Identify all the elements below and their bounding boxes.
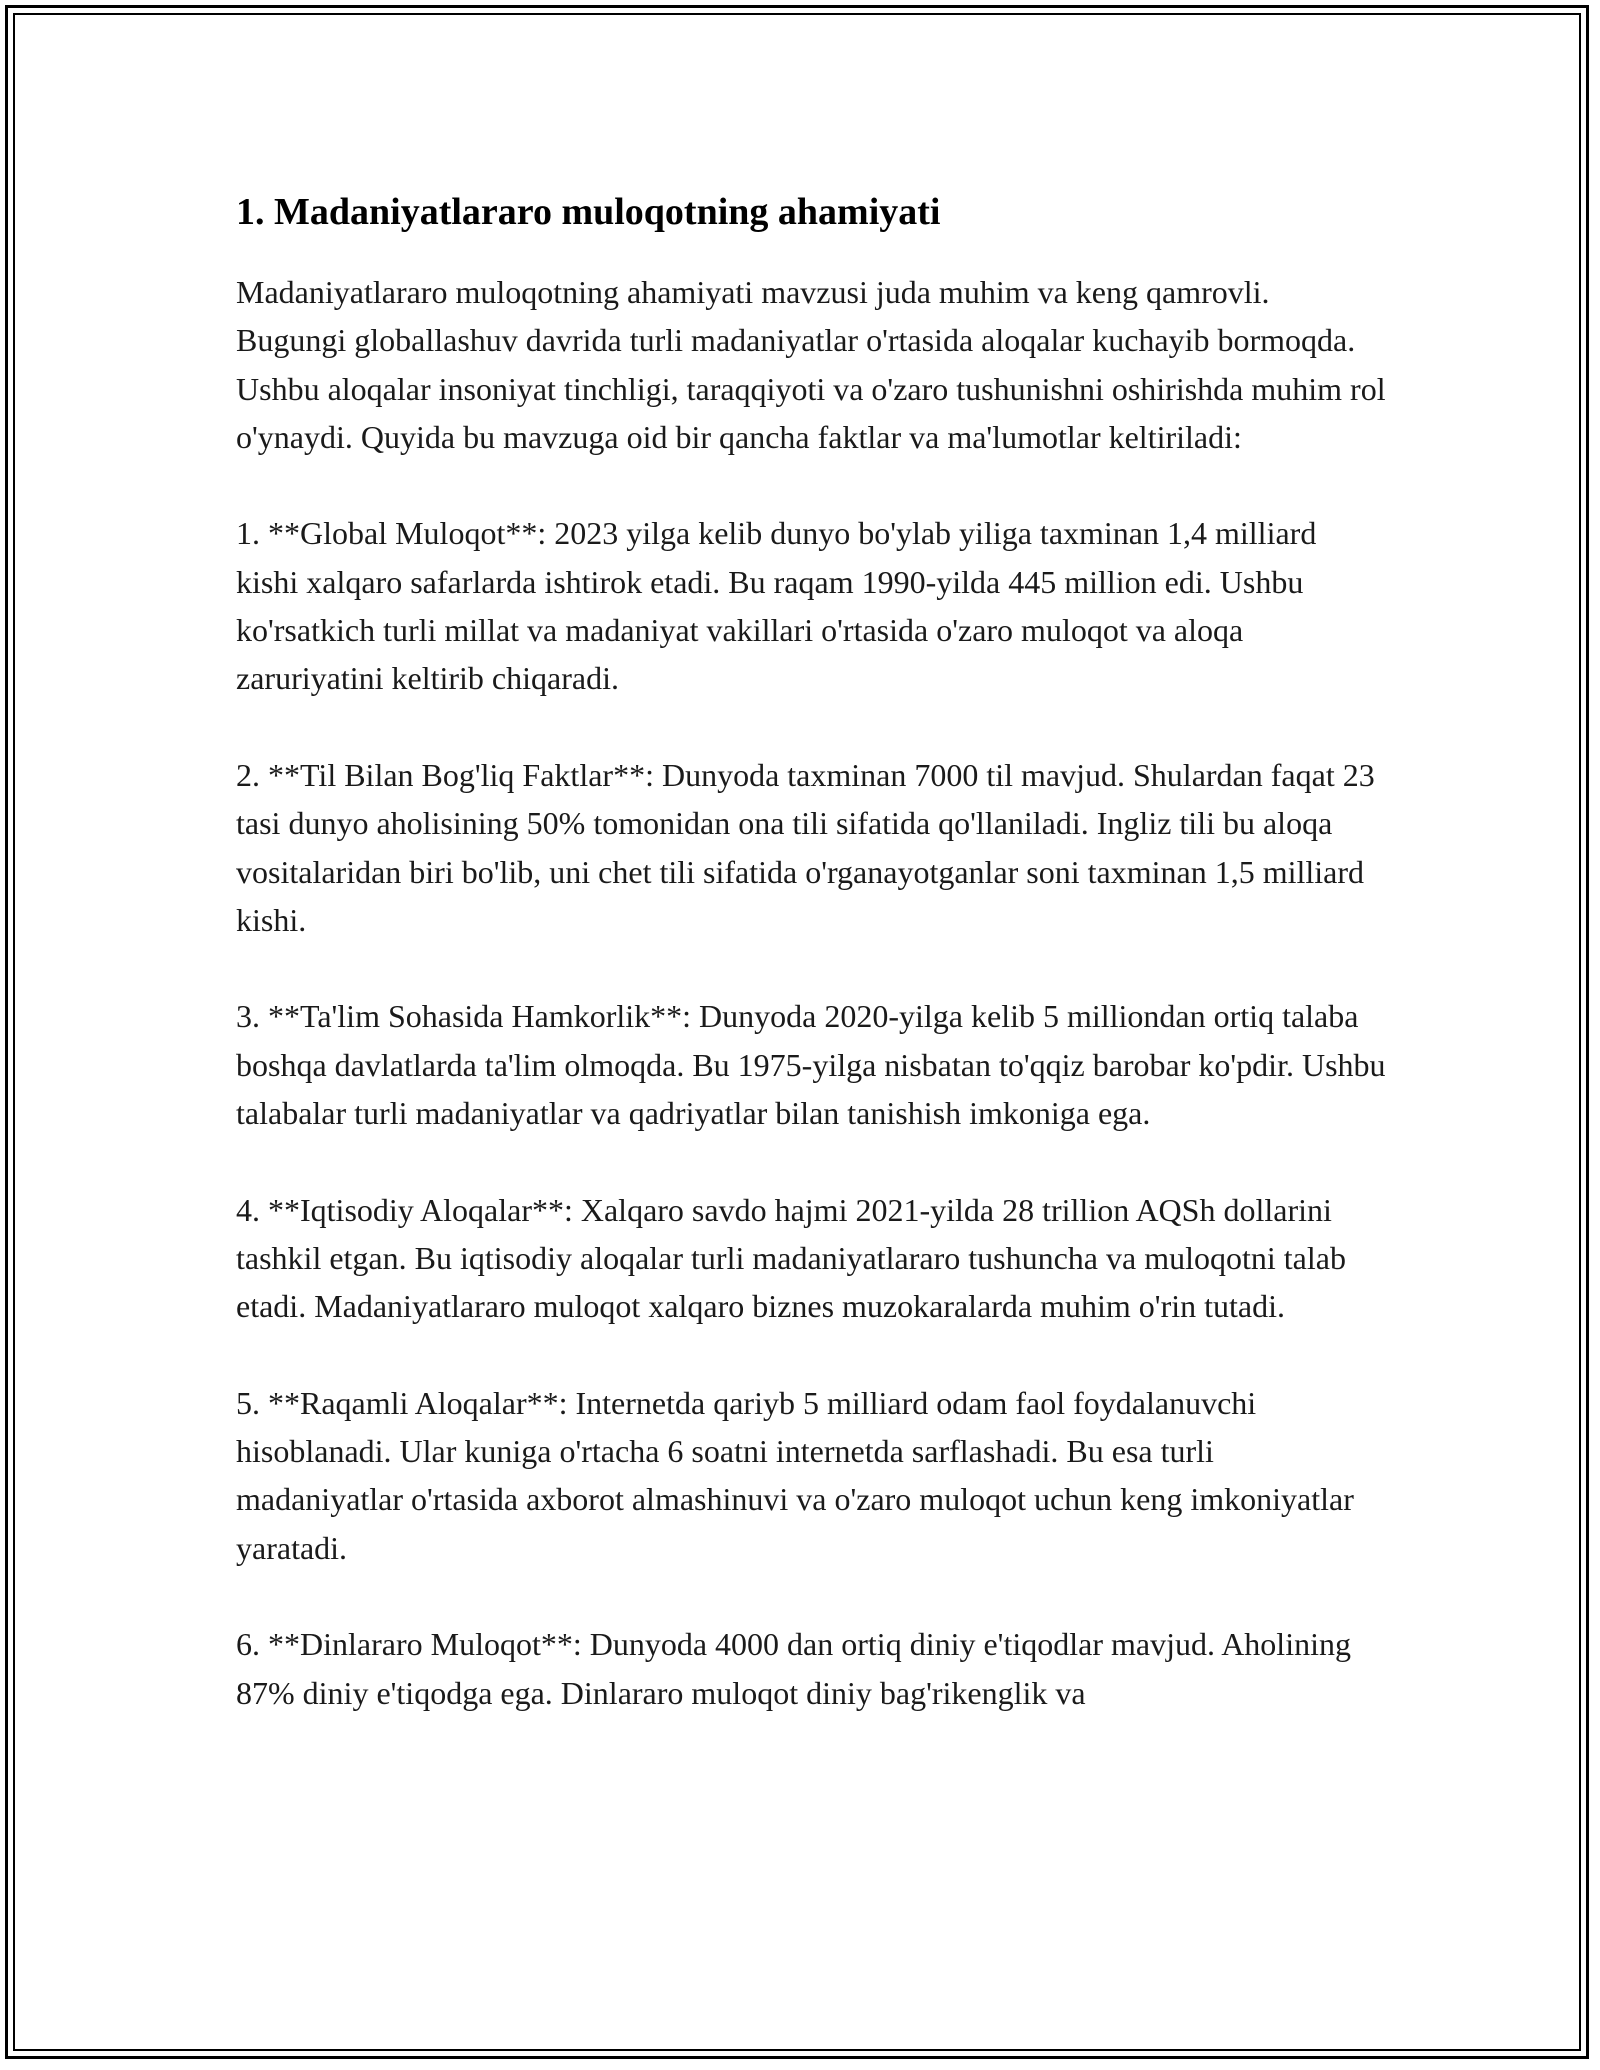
fact-paragraph-talim: 3. **Ta'lim Sohasida Hamkorlik**: Dunyoda 2020-yilga kelib 5 milliondan ortiq talaba boshqa davlatlarda ta'lim olmoqda. Bu 1975-yilga nisbatan to'qqiz barobar ko'pdir. Ushbu talabalar turli madaniyatlar va qadriyatlar bilan tanishish imkoniga ega. — [236, 998, 1386, 1132]
document-title: 1. Madaniyatlararo muloqotning ahamiyati — [236, 191, 941, 233]
intro-paragraph: Madaniyatlararo muloqotning ahamiyati mavzusi juda muhim va keng qamrovli. Bugungi globallashuv davrida turli madaniyatlar o'rtasida aloqalar kuchayib bormoqda. Ushbu aloqalar insoniyat tinchligi, taraqqiyoti va o'zaro tushunishni oshirishda muhim rol o'ynaydi. Quyida bu mavzuga oid bir qancha faktlar va ma'lumotlar keltiriladi: — [236, 274, 1386, 455]
document-body — [236, 186, 1386, 1765]
fact-paragraph-iqtisodiy: 4. **Iqtisodiy Aloqalar**: Xalqaro savdo hajmi 2021-yilda 28 trillion AQSh dollarini tashkil etgan. Bu iqtisodiy aloqalar turli madaniyatlararo tushuncha va muloqotni talab etadi. Madaniyatlararo muloqot xalqaro biznes muzokaralarda muhim o'rin tutadi. — [236, 1191, 1346, 1325]
fact-paragraph-raqamli: 5. **Raqamli Aloqalar**: Internetda qariyb 5 milliard odam faol foydalanuvchi hisoblanadi. Ular kuniga o'rtacha 6 soatni internetda sarflashadi. Bu esa turli madaniyatlar o'rtasida axborot almashinuvi va o'zaro muloqot uchun keng imkoniyatlar yaratadi. — [236, 1384, 1354, 1566]
fact-paragraph-til: 2. **Til Bilan Bog'liq Faktlar**: Dunyoda taxminan 7000 til mavjud. Shulardan faqat 23 tasi dunyo aholisining 50% tomonidan ona tili sifatida qo'llaniladi. Ingliz tili bu aloqa vositalaridan biri bo'lib, uni chet tili sifatida o'rganayotganlar soni taxminan 1,5 milliard kishi. — [236, 756, 1375, 938]
fact-paragraph-dinlararo: 6. **Dinlararo Muloqot**: Dunyoda 4000 dan ortiq diniy e'tiqodlar mavjud. Aholining 87% diniy e'tiqodga ega. Dinlararo muloqot diniy bag'rikenglik va — [236, 1626, 1351, 1711]
fact-paragraph-global-muloqot: 1. **Global Muloqot**: 2023 yilga kelib dunyo bo'ylab yiliga taxminan 1,4 milliard kishi xalqaro safarlarda ishtirok etadi. Bu raqam 1990-yilda 445 million edi. Ushbu ko'rsatkich turli millat va madaniyat vakillari o'rtasida o'zaro muloqot va aloqa zaruriyatini keltirib chiqaradi. — [236, 515, 1317, 697]
